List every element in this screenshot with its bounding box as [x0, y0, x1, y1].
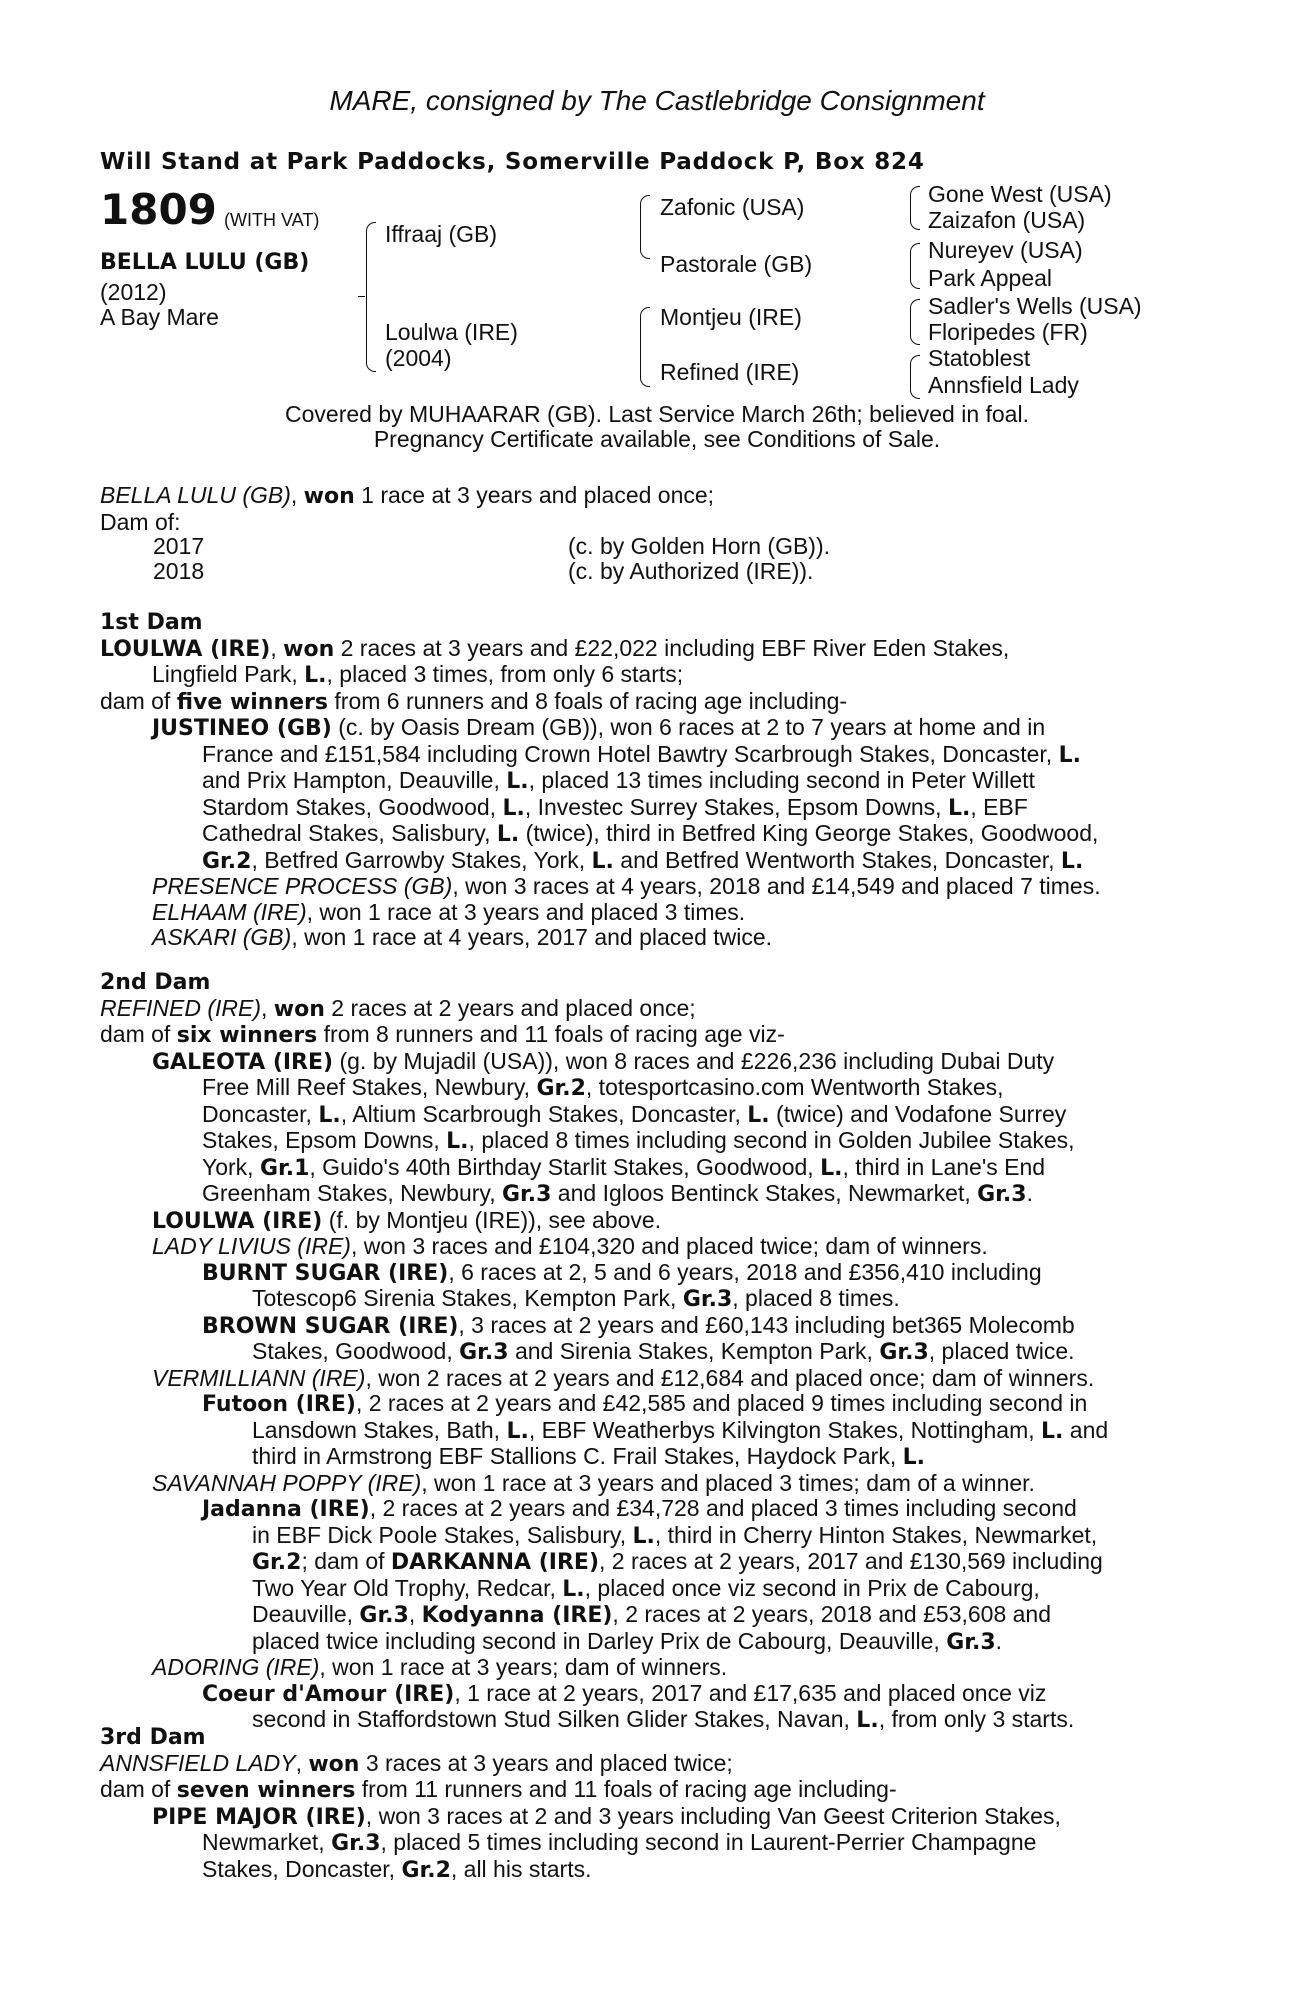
progeny-text: Free Mill Reef Stakes, Newbury, [202, 1074, 537, 1100]
progeny-text: (twice), third in Betfred King George Stakes, Goodwood, [519, 820, 1099, 846]
page-title: MARE, consigned by The Castlebridge Consignment [329, 85, 985, 116]
pedigree-brace-point [358, 296, 365, 297]
listed-mark: L. [856, 1708, 879, 1733]
listed-mark: L. [446, 1129, 469, 1154]
first-dam-text: 2 races at 3 years and £22,022 including EBF River Eden Stakes, [334, 634, 1010, 661]
produce-year: 2017 [153, 533, 205, 559]
horse-year: (2012) [100, 279, 167, 305]
first-dam-heading: 1st Dam [100, 610, 203, 635]
progeny-presence-process: PRESENCE PROCESS (GB) [152, 873, 453, 899]
ggp-1: Gone West (USA) [928, 181, 1112, 207]
progeny-text: Cathedral Stakes, Salisbury, [202, 820, 497, 846]
mare-record-text: 1 race at 3 years and placed once; [354, 482, 715, 508]
progeny-futoon: Futoon (IRE) [202, 1392, 356, 1417]
second-dam-heading: 2nd Dam [100, 970, 211, 995]
progeny-text: , Investec Surrey Stakes, Epsom Downs, [524, 793, 948, 820]
won-label: won [303, 484, 355, 509]
ggp-5: Sadler's Wells (USA) [928, 293, 1142, 319]
listed-mark: L. [1058, 742, 1081, 768]
produce-desc: (c. by Authorized (IRE)). [568, 558, 814, 584]
third-dam-heading: 3rd Dam [100, 1725, 206, 1750]
ggp-8: Annsfield Lady [928, 372, 1079, 398]
listed-mark: L. [632, 1523, 655, 1549]
first-dam-text: Lingfield Park, [152, 661, 305, 687]
progeny-text: , EBF [970, 793, 1028, 820]
progeny-text: , 3 races at 2 years and £60,143 including bet365 Molecomb [458, 1311, 1075, 1338]
progeny-text: Doncaster, [202, 1100, 319, 1127]
group-mark: Gr.3 [977, 1182, 1027, 1207]
progeny-darkanna: DARKANNA (IRE) [390, 1550, 599, 1575]
progeny-text: and Sirenia Stakes, Kempton Park, [508, 1338, 880, 1364]
progeny-text: . [995, 1627, 1003, 1654]
ggp-brace-3 [910, 299, 920, 345]
progeny-text: , Guido's 40th Birthday Starlit Stakes, Goodwood, [309, 1153, 821, 1180]
lot-number: 1809 [100, 185, 217, 234]
group-mark: Gr.3 [879, 1340, 929, 1365]
progeny-text: York, [202, 1153, 260, 1180]
group-mark: Gr.1 [259, 1155, 310, 1181]
progeny-text: Totescop6 Sirenia Stakes, Kempton Park, [252, 1285, 683, 1311]
progeny-text: Greenham Stakes, Newbury, [202, 1180, 502, 1206]
granddam-paternal: Pastorale (GB) [660, 251, 813, 277]
progeny-justineo: JUSTINEO (GB) [152, 716, 332, 741]
progeny-text: (c. by Oasis Dream (GB)), won 6 races at 2 to 7 years at home and in [331, 714, 1046, 740]
progeny-text: , won 1 race at 3 years and placed 3 times. [306, 898, 746, 925]
progeny-coeur-damour: Coeur d'Amour (IRE) [202, 1681, 455, 1707]
progeny-text: , 2 races at 2 years and £34,728 and placed 3 times including second [369, 1495, 1077, 1521]
horse-description: A Bay Mare [100, 304, 219, 330]
vat-note: (WITH VAT) [224, 210, 320, 230]
listed-mark: L. [902, 1445, 926, 1470]
progeny-text: Deauville, [252, 1601, 360, 1627]
progeny-adoring: ADORING (IRE) [152, 1654, 320, 1680]
second-dam-text: 2 races at 2 years and placed once; [324, 994, 696, 1021]
stand-location: Will Stand at Park Paddocks, Somerville Paddock P, Box 824 [100, 149, 925, 175]
horse-name: BELLA LULU (GB) [100, 250, 310, 275]
group-mark: Gr.3 [359, 1603, 409, 1628]
progeny-text: , 2 races at 2 years and £42,585 and placed 9 times including second in [355, 1390, 1088, 1416]
progeny-text: , won 1 race at 4 years, 2017 and placed twice. [291, 924, 773, 950]
listed-mark: L. [506, 769, 529, 794]
covered-note: Covered by MUHAARAR (GB). Last Service March 26th; believed in foal. [285, 401, 1029, 427]
progeny-text: ; dam of [301, 1548, 391, 1574]
mare-record: BELLA LULU (GB), won 1 race at 3 years and placed once; Dam of: [100, 483, 1200, 535]
group-mark: Gr.3 [331, 1831, 381, 1856]
ggp-4: Park Appeal [928, 265, 1053, 291]
ggp-brace-1 [910, 186, 920, 230]
granddam-maternal: Refined (IRE) [660, 359, 800, 385]
group-mark: Gr.2 [401, 1857, 451, 1883]
group-mark: Gr.3 [946, 1629, 996, 1655]
progeny-text: and Igloos Bentinck Stakes, Newmarket, [551, 1180, 978, 1206]
progeny-text: , totesportcasino.com Wentworth Stakes, [585, 1074, 1004, 1100]
progeny-text: , [408, 1601, 422, 1627]
won-label: won [283, 636, 335, 662]
pedigree-brace [366, 222, 376, 372]
progeny-text: , won 1 race at 3 years; dam of winners. [319, 1654, 728, 1680]
progeny-text: , EBF Weatherbys Kilvington Stakes, Nottingham, [528, 1416, 1042, 1443]
second-dam-text: dam of [100, 1021, 177, 1047]
winners-count: five winners [176, 689, 329, 715]
group-mark: Gr.3 [682, 1287, 733, 1312]
progeny-text: Lansdown Stakes, Bath, [252, 1416, 507, 1443]
progeny-text: , 1 race at 2 years, 2017 and £17,635 and placed once viz [454, 1679, 1047, 1706]
progeny-elhaam: ELHAAM (IRE) [152, 898, 307, 925]
dam-name: Loulwa (IRE) [385, 319, 518, 345]
progeny-loulwa: LOULWA (IRE) [152, 1208, 323, 1234]
progeny-text: , placed once viz second in Prix de Cabourg, [584, 1574, 1040, 1601]
listed-mark: L. [820, 1155, 843, 1181]
produce-desc: (c. by Golden Horn (GB)). [568, 533, 831, 559]
progeny-text: Stakes, Doncaster, [202, 1855, 402, 1882]
progeny-text: , won 1 race at 3 years and placed 3 times; dam of a winner. [421, 1469, 1035, 1496]
listed-mark: L. [1041, 1418, 1064, 1444]
third-dam-name: ANNSFIELD LADY [100, 1749, 296, 1776]
progeny-text: and Betfred Wentworth Stakes, Doncaster, [613, 846, 1061, 873]
progeny-text: (twice) and Vodafone Surrey [769, 1100, 1067, 1127]
listed-mark: L. [562, 1576, 585, 1602]
progeny-pipe-major: PIPE MAJOR (IRE) [152, 1804, 366, 1830]
progeny-text: and Prix Hampton, Deauville, [202, 767, 507, 793]
progeny-text: , third in Cherry Hinton Stakes, Newmarket, [654, 1521, 1098, 1548]
first-dam-text: dam of [100, 687, 177, 714]
third-dam-text: from 11 runners and 11 foals of racing age including- [355, 1776, 897, 1802]
group-mark: Gr.2 [536, 1076, 586, 1101]
first-dam-name: LOULWA (IRE) [100, 636, 271, 662]
progeny-text: , 2 races at 2 years, 2018 and £53,608 and [612, 1601, 1052, 1627]
progeny-text: , third in Lane's End [842, 1153, 1046, 1180]
grandsire-paternal: Zafonic (USA) [660, 194, 805, 220]
dam-year: (2004) [385, 345, 452, 371]
second-dam-text: from 8 runners and 11 foals of racing age viz- [317, 1021, 785, 1047]
progeny-savannah-poppy: SAVANNAH POPPY (IRE) [152, 1469, 422, 1496]
progeny-text: and [1063, 1416, 1109, 1443]
first-dam-text: , placed 3 times, from only 6 starts; [326, 661, 684, 687]
ggp-2: Zaizafon (USA) [928, 207, 1086, 233]
group-mark: Gr.3 [501, 1182, 552, 1207]
progeny-text: Newmarket, [202, 1829, 332, 1855]
progeny-text: , won 3 races at 4 years, 2018 and £14,549 and placed 7 times. [452, 873, 1101, 899]
progeny-text: Stakes, Epsom Downs, [202, 1127, 447, 1153]
group-mark: Gr.2 [202, 848, 252, 874]
progeny-text: (f. by Montjeu (IRE)), see above. [322, 1206, 662, 1233]
winners-count: seven winners [176, 1778, 356, 1803]
winners-count: six winners [176, 1023, 318, 1048]
second-dam-name: REFINED (IRE) [100, 994, 261, 1021]
ggp-3: Nureyev (USA) [928, 237, 1083, 263]
third-dam-text: 3 races at 3 years and placed twice; [359, 1749, 733, 1776]
progeny-text: , won 3 races and £104,320 and placed twice; dam of winners. [350, 1233, 988, 1259]
progeny-lady-livius: LADY LIVIUS (IRE) [152, 1233, 351, 1259]
progeny-text: France and £151,584 including Crown Hotel Bawtry Scarbrough Stakes, Doncaster, [202, 740, 1059, 767]
listed-mark: L. [1060, 848, 1084, 874]
ggp-7: Statoblest [928, 345, 1031, 371]
second-dam-section: 2nd Dam REFINED (IRE), won 2 races at 2 years and placed once; dam of six winners from 8 runners and 11 foals of racing age viz- GALEOTA (IRE) (g. by Mujadil (USA)), won 8 races and £226,236 including Dubai Duty Free Mill Reef Stakes, Newbury, Gr.2, totesportcasino.com Wentworth Stakes, Doncaster, L., Altium Scarbrough Stakes, Doncaster, L. (twice) and Vodafone Surrey Stakes, Epsom Downs, L., placed 8 times including second in Golden Jubilee Stakes, York, Gr.1, Guido's 40th Birthday Starlit Stakes, Goodwood, L., third in Lane's End Greenham Stakes, Newbury, Gr.3 and Igloos Bentinck Stakes, Newmarket, Gr.3. LOULWA (IRE) (f. by Montjeu (IRE)), see above. LADY LIVIUS (IRE), won 3 races and £104,320 and placed twice; dam of winners. BURNT SUGAR (IRE), 6 races at 2, 5 and 6 years, 2018 and £356,410 including Totescop6 Sirenia Stakes, Kempton Park, Gr.3, placed 8 times. BROWN SUGAR (IRE), 3 races at 2 years and £60,143 including bet365 Molecomb Stakes, Goodwood, Gr.3 and Sirenia Stakes, Kempton Park, Gr.3, placed twice. VERMILLIANN (IRE), won 2 races at 2 years and £12,684 and placed once; dam of winners. Futoon (IRE), 2 races at 2 years and £42,585 and placed 9 times including second in Lansdown Stakes, Bath, L., EBF Weatherbys Kilvington Stakes, Nottingham, L. and third in Armstrong EBF Stallions C. Frail Stakes, Haydock Park, L. SAVANNAH POPPY (IRE), won 1 race at 3 years and placed 3 times; dam of a winner. Jadanna (IRE), 2 races at 2 years and £34,728 and placed 3 times including second in EBF Dick Poole Stakes, Salisbury, L., third in Cherry Hinton Stakes, Newmarket, Gr.2; dam of DARKANNA (IRE), 2 races at 2 years, 2017 and £130,569 including Two Year Old Trophy, Redcar, L., placed once viz second in Prix de Cabourg, Deauville, Gr.3, Kodyanna (IRE), 2 races at 2 years, 2018 and £53,608 and placed twice including second in Darley Prix de Cabourg, Deauville, Gr.3. ADORING (IRE), won 1 race at 3 years; dam of winners. Coeur d'Amour (IRE), 1 race at 2 years, 2017 and £17,635 and placed once viz second in Staffordstown Stud Silken Glider Stakes, Navan, L., from only 3 starts. [100, 970, 1200, 1734]
progeny-vermilliann: VERMILLIANN (IRE) [152, 1364, 366, 1391]
progeny-burnt-sugar: BURNT SUGAR (IRE) [202, 1260, 449, 1286]
progeny-text: . [1026, 1180, 1033, 1206]
listed-mark: L. [747, 1102, 770, 1128]
group-mark: Gr.2 [252, 1550, 302, 1575]
progeny-text: , Altium Scarbrough Stakes, Doncaster, [340, 1100, 748, 1127]
progeny-text: , placed 8 times including second in Golden Jubilee Stakes, [468, 1127, 1075, 1153]
third-dam-section: 3rd Dam ANNSFIELD LADY, won 3 races at 3 years and placed twice; dam of seven winners from 11 runners and 11 foals of racing age including- PIPE MAJOR (IRE), won 3 races at 2 and 3 years including Van Geest Criterion Stakes, Newmarket, Gr.3, placed 5 times including second in Laurent-Perrier Champagne Stakes, Doncaster, Gr.2, all his starts. [100, 1725, 1200, 1883]
group-mark: Gr.3 [459, 1340, 509, 1365]
listed-mark: L. [502, 795, 525, 821]
listed-mark: L. [591, 848, 614, 874]
listed-mark: L. [304, 663, 327, 688]
listed-mark: L. [947, 795, 971, 821]
progeny-text: , placed 8 times. [732, 1285, 900, 1311]
progeny-galeota: GALEOTA (IRE) [152, 1049, 334, 1075]
progeny-text: (g. by Mujadil (USA)), won 8 races and £226,236 including Dubai Duty [333, 1047, 1055, 1074]
progeny-askari: ASKARI (GB) [152, 924, 292, 950]
progeny-text: , won 2 races at 2 years and £12,684 and placed once; dam of winners. [365, 1364, 1095, 1391]
progeny-text: , placed 13 times including second in Peter Willett [528, 767, 1035, 793]
progeny-text: Two Year Old Trophy, Redcar, [252, 1574, 563, 1601]
ggp-brace-4 [910, 355, 920, 399]
progeny-text: third in Armstrong EBF Stallions C. Frail Stakes, Haydock Park, [252, 1443, 903, 1469]
progeny-kodyanna: Kodyanna (IRE) [421, 1603, 613, 1628]
listed-mark: L. [496, 822, 520, 847]
ggp-brace-2 [910, 243, 920, 289]
progeny-text: placed twice including second in Darley Prix de Cabourg, Deauville, [252, 1627, 947, 1654]
won-label: won [308, 1751, 360, 1777]
progeny-text: Stakes, Goodwood, [252, 1338, 460, 1364]
ggp-6: Floripedes (FR) [928, 319, 1088, 345]
first-dam-section: 1st Dam LOULWA (IRE), won 2 races at 3 years and £22,022 including EBF River Eden Stakes, Lingfield Park, L., placed 3 times, from only 6 starts; dam of five winners from 6 runners and 8 foals of racing age including- JUSTINEO (GB) (c. by Oasis Dream (GB)), won 6 races at 2 to 7 years at home and in France and £151,584 including Crown Hotel Bawtry Scarbrough Stakes, Doncaster, L. and Prix Hampton, Deauville, L., placed 13 times including second in Peter Willett Stardom Stakes, Goodwood, L., Investec Surrey Stakes, Epsom Downs, L., EBF Cathedral Stakes, Salisbury, L. (twice), third in Betfred King George Stakes, Goodwood, Gr.2, Betfred Garrowby Stakes, York, L. and Betfred Wentworth Stakes, Doncaster, L. PRESENCE PROCESS (GB), won 3 races at 4 years, 2018 and £14,549 and placed 7 times. ELHAAM (IRE), won 1 race at 3 years and placed 3 times. ASKARI (GB), won 1 race at 4 years, 2017 and placed twice. [100, 610, 1200, 951]
dam-of-label: Dam of: [100, 508, 181, 535]
progeny-text: , 6 races at 2, 5 and 6 years, 2018 and £356,410 including [448, 1258, 1042, 1285]
sire-brace [640, 195, 650, 259]
pregnancy-note: Pregnancy Certificate available, see Conditions of Sale. [373, 426, 941, 452]
dam-brace [640, 307, 650, 387]
progeny-brown-sugar: BROWN SUGAR (IRE) [202, 1313, 459, 1339]
progeny-text: , from only 3 starts. [878, 1706, 1075, 1732]
progeny-text: , placed 5 times including second in Laurent-Perrier Champagne [380, 1829, 1037, 1855]
progeny-text: , all his starts. [450, 1855, 592, 1882]
produce-year: 2018 [153, 558, 205, 584]
mare-name: BELLA LULU (GB) [100, 482, 291, 508]
third-dam-text: dam of [100, 1776, 177, 1802]
listed-mark: L. [318, 1102, 341, 1128]
progeny-text: Stardom Stakes, Goodwood, [202, 793, 503, 820]
progeny-text: , Betfred Garrowby Stakes, York, [251, 846, 592, 873]
progeny-text: , placed twice. [928, 1338, 1075, 1364]
grandsire-maternal: Montjeu (IRE) [660, 304, 802, 330]
first-dam-text: from 6 runners and 8 foals of racing age including- [328, 687, 848, 714]
won-label: won [273, 996, 325, 1022]
progeny-text: , won 3 races at 2 and 3 years including Van Geest Criterion Stakes, [365, 1802, 1061, 1829]
progeny-text: in EBF Dick Poole Stakes, Salisbury, [252, 1521, 633, 1548]
progeny-text: , 2 races at 2 years, 2017 and £130,569 including [599, 1548, 1103, 1574]
progeny-text: second in Staffordstown Stud Silken Glider Stakes, Navan, [252, 1706, 857, 1732]
progeny-jadanna: Jadanna (IRE) [202, 1497, 370, 1522]
sire-name: Iffraaj (GB) [385, 221, 498, 247]
listed-mark: L. [506, 1418, 529, 1444]
